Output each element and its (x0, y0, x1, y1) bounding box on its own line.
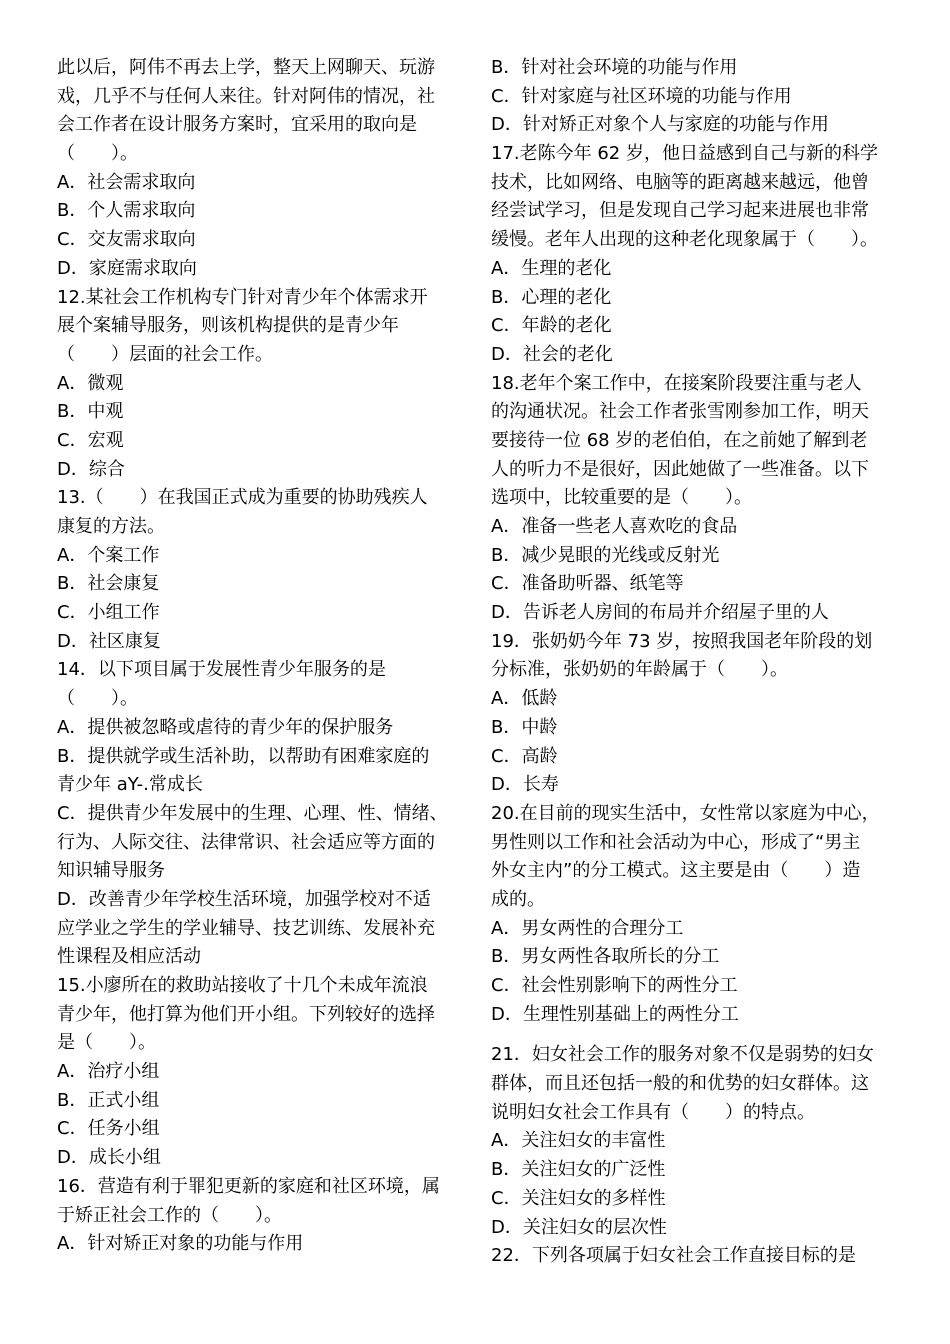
left-column-text-line: C．交友需求取向 (57, 229, 196, 251)
right-column-text-line: C．准备助听器、纸笔等 (491, 573, 684, 595)
left-column-text-line: B．个人需求取向 (57, 200, 196, 222)
right-column-text-line: 21．妇女社会工作的服务对象不仅是弱势的妇女 (491, 1044, 874, 1066)
right-column-text-line: D．社会的老化 (491, 343, 613, 365)
right-column-text-line: 成的。 (491, 888, 545, 910)
left-column-text-line: A．针对矫正对象的功能与作用 (57, 1233, 304, 1255)
left-column-text-line: 行为、人际交往、法律常识、社会适应等方面的 (57, 831, 435, 853)
left-column-text-line: A．社会需求取向 (57, 171, 196, 193)
left-column-text-line: D．社区康复 (57, 630, 161, 652)
left-column-text-line: 戏，几乎不与任何人来往。针对阿伟的情况，社 (57, 85, 435, 107)
left-column-text-line: 15.小廖所在的救助站接收了十几个未成年流浪 (57, 975, 428, 996)
right-column-text-line: C．关注妇女的多样性 (491, 1187, 666, 1209)
right-column-text-line: 男性则以工作和社会活动为中心，形成了“男主 (491, 831, 861, 853)
right-column-text-line: 说明妇女社会工作具有（ ）的特点。 (491, 1101, 815, 1123)
right-column-text-line: 经尝试学习，但是发现自己学习起来进展也非常 (491, 200, 869, 222)
right-column-text-line: 20.在目前的现实生活中，女性常以家庭为中心， (491, 802, 880, 824)
right-column-text-line: B．关注妇女的广泛性 (491, 1159, 666, 1181)
left-column-text-line: D．综合 (57, 458, 125, 480)
left-column (57, 54, 469, 1259)
left-column-text-line: （ ）。 (57, 688, 138, 710)
right-column-text-line: B．男女两性各取所长的分工 (491, 946, 720, 968)
right-column-text-line: D．关注妇女的层次性 (491, 1216, 667, 1238)
left-column-text-line: 12.某社会工作机构专门针对青少年个体需求开 (57, 286, 428, 308)
right-column-text-line: D．生理性别基础上的两性分工 (491, 1003, 739, 1025)
right-column-text-line: B．减少晃眼的光线或反射光 (491, 544, 720, 566)
right-column-text-line: 人的听力不是很好，因此她做了一些准备。以下 (491, 458, 869, 480)
right-column-text-line: C．年龄的老化 (491, 315, 612, 337)
left-column-text-line: B．提供就学或生活补助，以帮助有困难家庭的 (57, 745, 430, 767)
right-column-text-line: A．生理的老化 (491, 257, 612, 279)
right-column-text-line: 外女主内”的分工模式。这主要是由（ ）造 (491, 860, 861, 882)
right-column-text-line: 技术，比如网络、电脑等的距离越来越远，他曾 (491, 171, 869, 193)
right-column-text-line: A．男女两性的合理分工 (491, 917, 684, 939)
right-column-text-line: 18.老年个案工作中，在接案阶段要注重与老人 (491, 372, 862, 394)
right-column (491, 54, 895, 1271)
left-column-text-line: 知识辅导服务 (57, 860, 165, 882)
left-column-text-line: 此以后，阿伟不再去上学，整天上网聊天、玩游 (57, 57, 435, 78)
left-column-text-line: 是（ ）。 (57, 1032, 156, 1054)
left-column-text-line: B．社会康复 (57, 573, 160, 595)
left-column-text-line: B．正式小组 (57, 1089, 160, 1111)
left-column-text-line: 展个案辅导服务，则该机构提供的是青少年 (57, 315, 399, 337)
right-column-text-line: 选项中，比较重要的是（ ）。 (491, 487, 752, 509)
left-column-text-line: B．中观 (57, 401, 124, 423)
right-column-text-line: A．关注妇女的丰富性 (491, 1130, 666, 1152)
left-column-text-line: （ ）。 (57, 143, 138, 165)
left-column-text-line: （ ）层面的社会工作。 (57, 343, 273, 365)
right-column-text-line: 群体，而且还包括一般的和优势的妇女群体。这 (491, 1073, 869, 1095)
left-column-text-line: D．成长小组 (57, 1147, 161, 1169)
left-column-text-line: C．任务小组 (57, 1118, 160, 1140)
left-column-text-line: C．小组工作 (57, 602, 160, 624)
left-column-text-line: D．改善青少年学校生活环境，加强学校对不适 (57, 888, 431, 910)
right-column-text-line: 缓慢。老年人出现的这种老化现象属于（ ）。 (491, 229, 878, 251)
right-column-text-line: 17.老陈今年 62 岁，他日益感到自己与新的科学 (491, 143, 878, 165)
right-column-text-line: C．针对家庭与社区环境的功能与作用 (491, 85, 792, 107)
left-column-text-line: C．宏观 (57, 429, 124, 451)
right-column-text-line: C．社会性别影响下的两性分工 (491, 975, 738, 996)
right-column-text-line: B．针对社会环境的功能与作用 (491, 57, 738, 78)
right-column-text-line: 的沟通状况。社会工作者张雪刚参加工作，明天 (491, 401, 869, 423)
left-column-text-line: 青少年，他打算为他们开小组。下列较好的选择 (57, 1003, 435, 1025)
left-column-text-line: 应学业之学生的学业辅导、技艺训练、发展补充 (57, 917, 435, 939)
left-column-text-line: 14．以下项目属于发展性青少年服务的是 (57, 659, 386, 681)
right-column-text-line: A．准备一些老人喜欢吃的食品 (491, 516, 738, 537)
right-column-text-line: D．长寿 (491, 774, 559, 796)
left-column-text-line: D．家庭需求取向 (57, 257, 197, 279)
left-column-text-line: 康复的方法。 (57, 516, 165, 537)
left-column-text-line: C．提供青少年发展中的生理、心理、性、情绪、 (57, 802, 448, 824)
right-column-text-line: A．低龄 (491, 688, 558, 710)
right-column-text-line: D．告诉老人房间的布局并介绍屋子里的人 (491, 602, 829, 624)
left-column-text-line: A．微观 (57, 372, 124, 394)
right-column-text-line: C．高龄 (491, 745, 558, 767)
left-column-text-line: 于矫正社会工作的（ ）。 (57, 1204, 282, 1226)
right-column-text-line: 分标准，张奶奶的年龄属于（ ）。 (491, 659, 788, 681)
right-column-text-line: 要接待一位 68 岁的老伯伯，在之前她了解到老 (491, 429, 868, 451)
left-column-text-line: 青少年 aY-.常成长 (57, 774, 203, 796)
right-column-text-line: 19．张奶奶今年 73 岁，按照我国老年阶段的划 (491, 630, 873, 652)
right-column-text-line: B．心理的老化 (491, 286, 612, 308)
left-column-text-line: 会工作者在设计服务方案时，宜采用的取向是 (57, 114, 417, 136)
left-column-text-line: 13.（ ）在我国正式成为重要的协助残疾人 (57, 487, 428, 509)
left-column-text-line: A．提供被忽略或虐待的青少年的保护服务 (57, 716, 394, 738)
right-column-text-line: D．针对矫正对象个人与家庭的功能与作用 (491, 114, 829, 136)
left-column-text-line: A．治疗小组 (57, 1061, 160, 1083)
right-column-text-line: B．中龄 (491, 716, 558, 738)
left-column-text-line: 16．营造有利于罪犯更新的家庭和社区环境，属 (57, 1175, 440, 1197)
left-column-text-line: A．个案工作 (57, 544, 160, 566)
left-column-text-line: 性课程及相应活动 (57, 946, 201, 968)
right-column-text-line: 22．下列各项属于妇女社会工作直接目标的是 (491, 1245, 856, 1267)
